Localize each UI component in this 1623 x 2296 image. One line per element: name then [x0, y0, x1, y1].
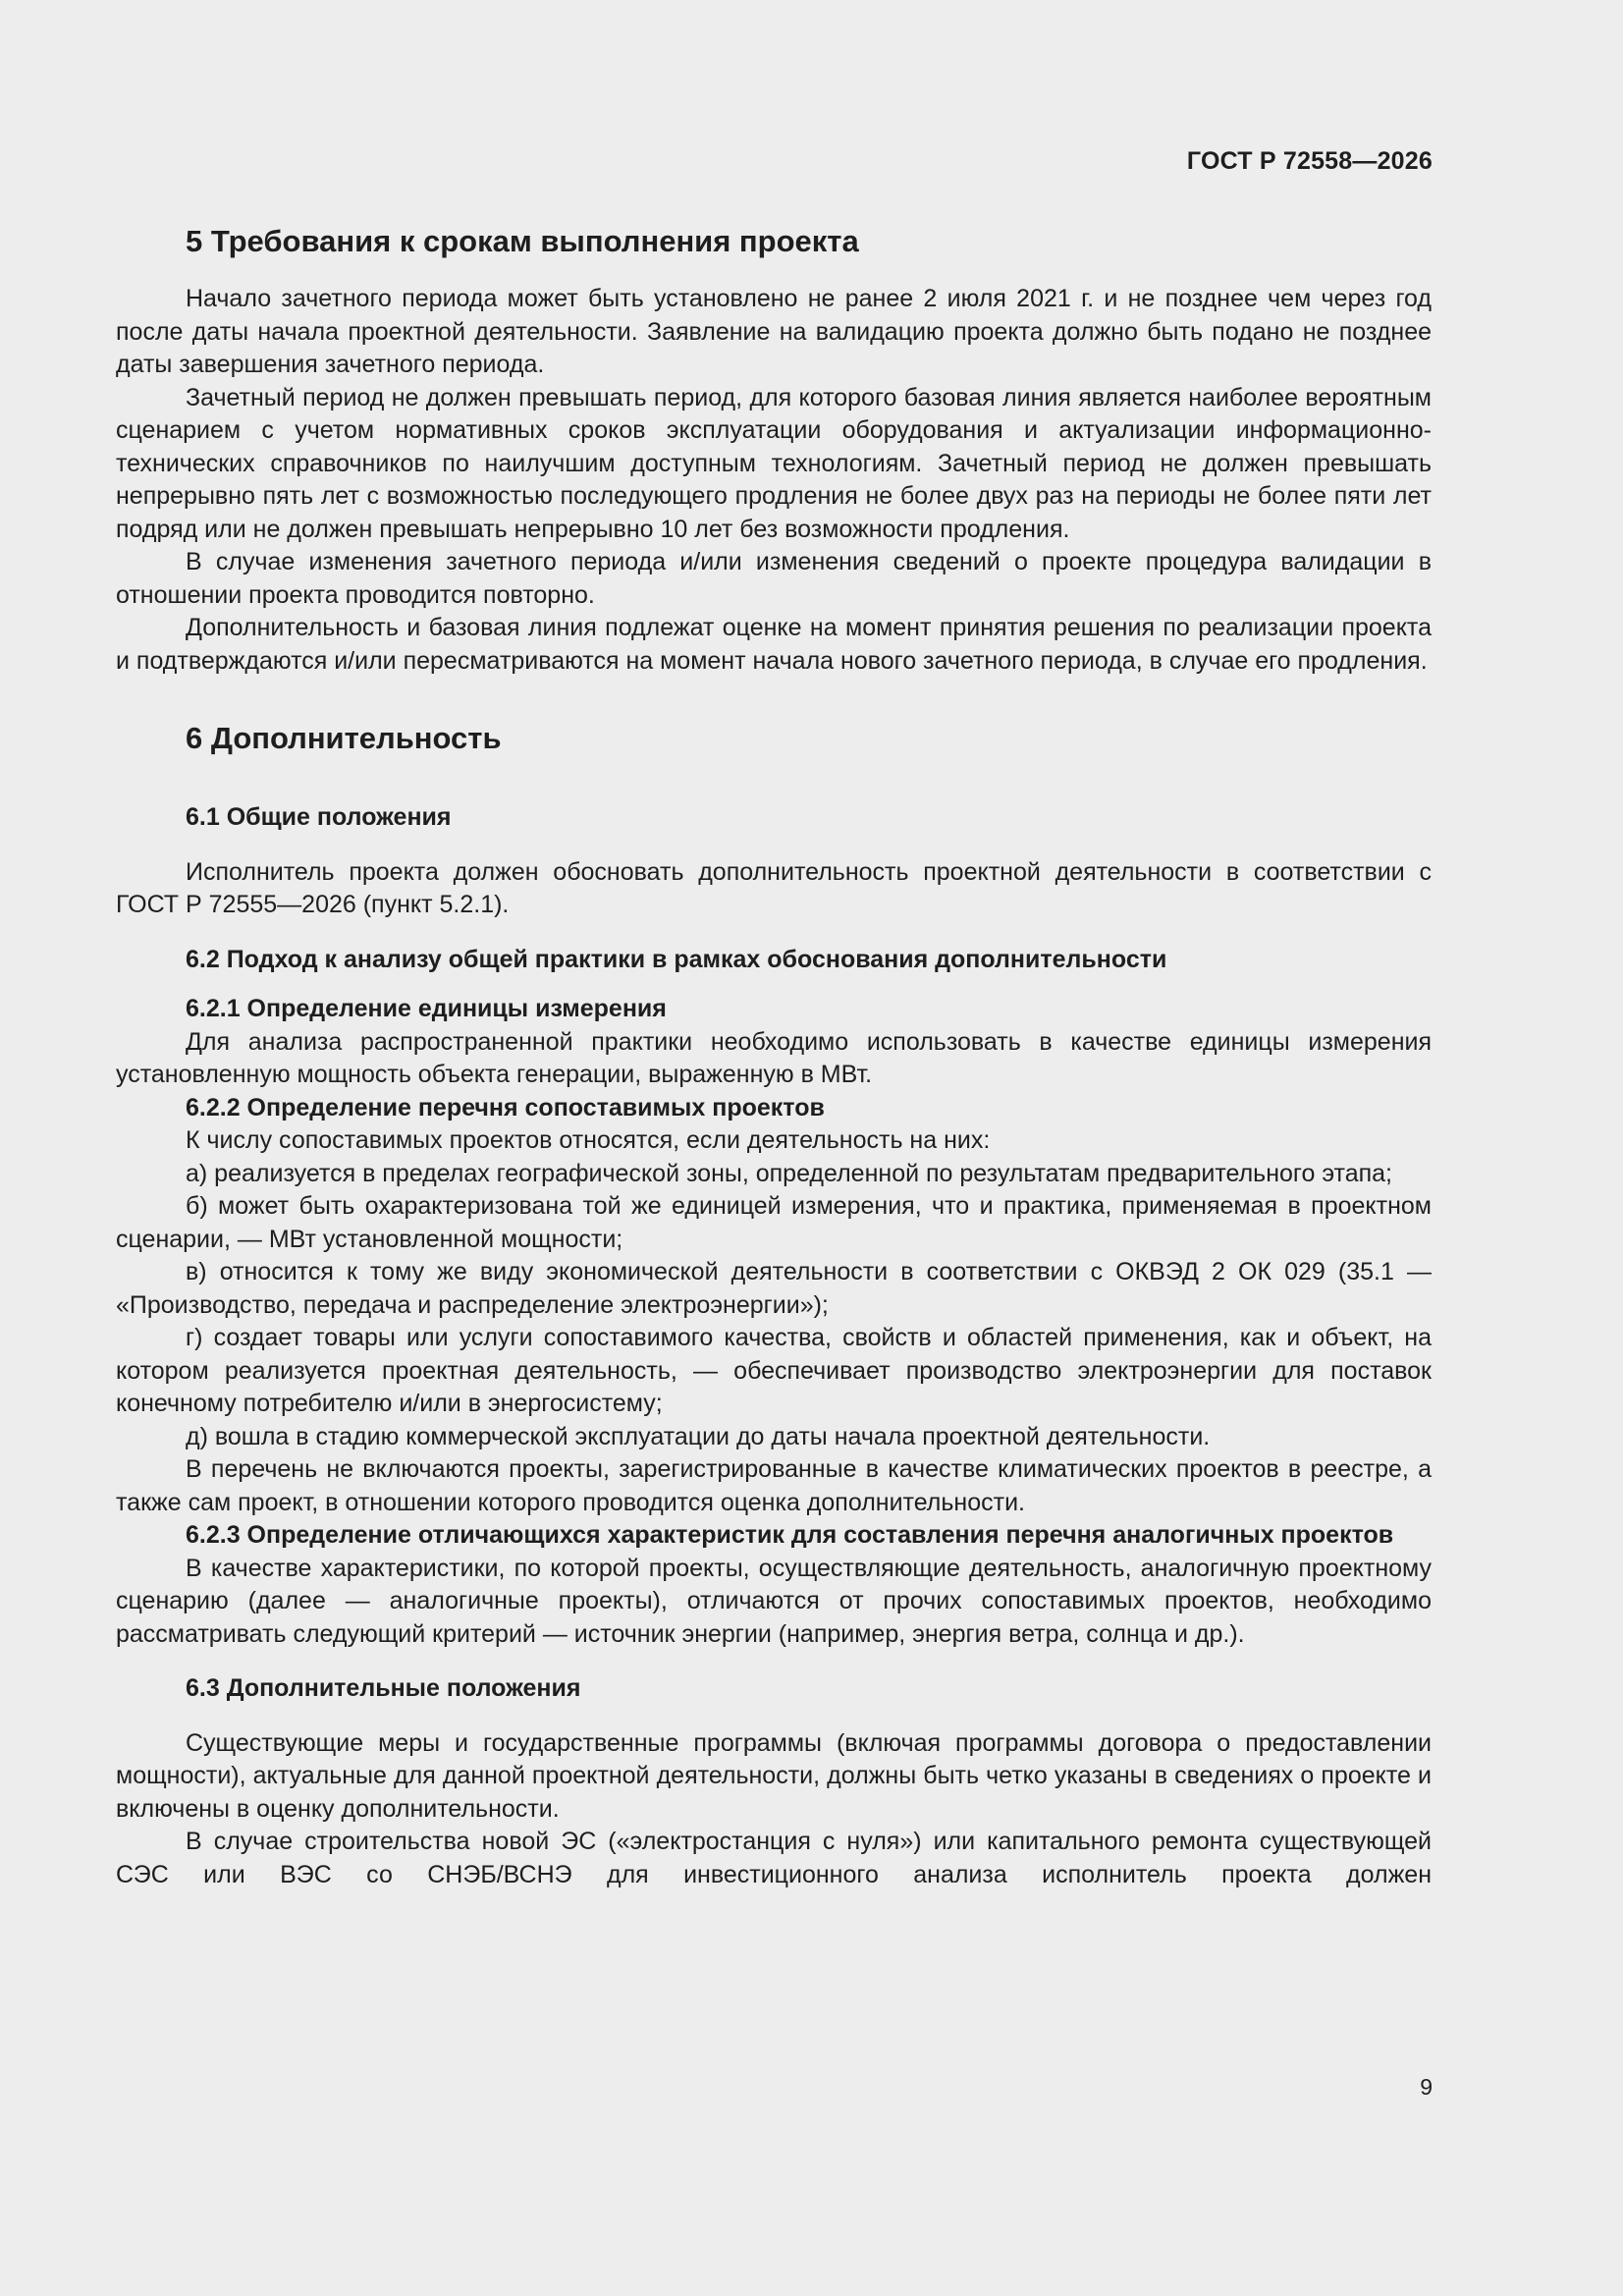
- subsection-6-3-paragraph: Существующие меры и государственные программы (включая программы договора о предоставлении мощности), актуальные для данной проектной деятельности, должны быть четко указаны в сведениях о проекте и включены в оценку дополнительности.: [116, 1728, 1432, 1823]
- subsection-6-2-title: 6.2 Подход к анализу общей практики в рамках обоснования дополнительности: [186, 945, 1167, 973]
- section-5-title: 5 Требования к срокам выполнения проекта: [186, 224, 859, 258]
- section-6-title: 6 Дополнительность: [186, 721, 502, 755]
- subsection-6-2-1-title: 6.2.1 Определение единицы измерения: [186, 995, 667, 1022]
- section-5-paragraph: В случае изменения зачетного периода и/или изменения сведений о проекте процедура валидации в отношении проекта проводится повторно.: [116, 548, 1432, 609]
- subsection-6-2-2-intro: К числу сопоставимых проектов относятся, если деятельность на них:: [186, 1126, 991, 1154]
- subsection-6-2-1-text: Для анализа распространенной практики необходимо использовать в качестве единицы измерения установленную мощность объекта генерации, выраженную в МВт.: [116, 1027, 1432, 1088]
- list-item: б) может быть охарактеризована той же единицей измерения, что и практика, применяемая в проектном сценарии, — МВт установленной мощности;: [116, 1192, 1432, 1253]
- list-item: в) относится к тому же виду экономической деятельности в соответствии с ОКВЭД 2 ОК 029 (35.1 — «Производство, передача и распределение электроэнергии»);: [116, 1258, 1432, 1319]
- subsection-6-3-paragraph: В случае строительства новой ЭС («электростанция с нуля») или капитального ремонта существующей СЭС или ВЭС со СНЭБ/ВСНЭ для инвестиционного анализа исполнитель проекта должен: [116, 1828, 1432, 1888]
- subsection-6-2-3-title: 6.2.3 Определение отличающихся характеристик для составления перечня аналогичных проектов: [186, 1521, 1394, 1549]
- section-5-paragraph: Дополнительность и базовая линия подлежат оценке на момент принятия решения по реализации проекта и подтверждаются и/или пересматриваются на момент начала нового зачетного периода, в случае его продления.: [116, 614, 1432, 675]
- subsection-6-2-2-outro: В перечень не включаются проекты, зарегистрированные в качестве климатических проектов в реестре, а также сам проект, в отношении которого проводится оценка дополнительности.: [116, 1455, 1432, 1516]
- subsection-6-3-title: 6.3 Дополнительные положения: [186, 1674, 581, 1702]
- subsection-6-2-2-title: 6.2.2 Определение перечня сопоставимых проектов: [186, 1093, 825, 1121]
- document-body: [116, 222, 1432, 1891]
- list-item: д) вошла в стадию коммерческой эксплуатации до даты начала проектной деятельности.: [186, 1422, 1211, 1450]
- list-item: г) создает товары или услуги сопоставимого качества, свойств и областей применения, как и объект, на котором реализуется проектная деятельность, — обеспечивает производство электроэнергии для поставок конечному потребителю и/или в энергосистему;: [116, 1324, 1432, 1417]
- section-5-paragraph: Зачетный период не должен превышать период, для которого базовая линия является наиболее вероятным сценарием с учетом нормативных сроков эксплуатации оборудования и актуализации информационно-технических справочников по наилучшим доступным технологиям. Зачетный период не должен превышать непрерывно пять лет с возможностью последующего продления не более двух раз на периоды не более пяти лет подряд или не должен превышать непрерывно 10 лет без возможности продления.: [116, 383, 1432, 543]
- section-5-paragraph: Начало зачетного периода может быть установлено не ранее 2 июля 2021 г. и не позднее чем через год после даты начала проектной деятельности. Заявление на валидацию проекта должно быть подано не позднее даты завершения зачетного периода.: [116, 285, 1432, 378]
- subsection-6-1-text: Исполнитель проекта должен обосновать дополнительность проектной деятельности в соответствии с ГОСТ Р 72555—2026 (пункт 5.2.1).: [116, 857, 1432, 918]
- document-code-header: ГОСТ Р 72558—2026: [1186, 147, 1433, 175]
- page-number: 9: [1420, 2074, 1433, 2100]
- list-item: а) реализуется в пределах географической зоны, определенной по результатам предварительного этапа;: [186, 1159, 1392, 1187]
- subsection-6-2-3-text: В качестве характеристики, по которой проекты, осуществляющие деятельность, аналогичную проектному сценарию (далее — аналогичные проекты), отличаются от прочих сопоставимых проектов, необходимо рассматривать следующий критерий — источник энергии (например, энергия ветра, солнца и др.).: [116, 1554, 1432, 1648]
- subsection-6-1-title: 6.1 Общие положения: [186, 803, 452, 831]
